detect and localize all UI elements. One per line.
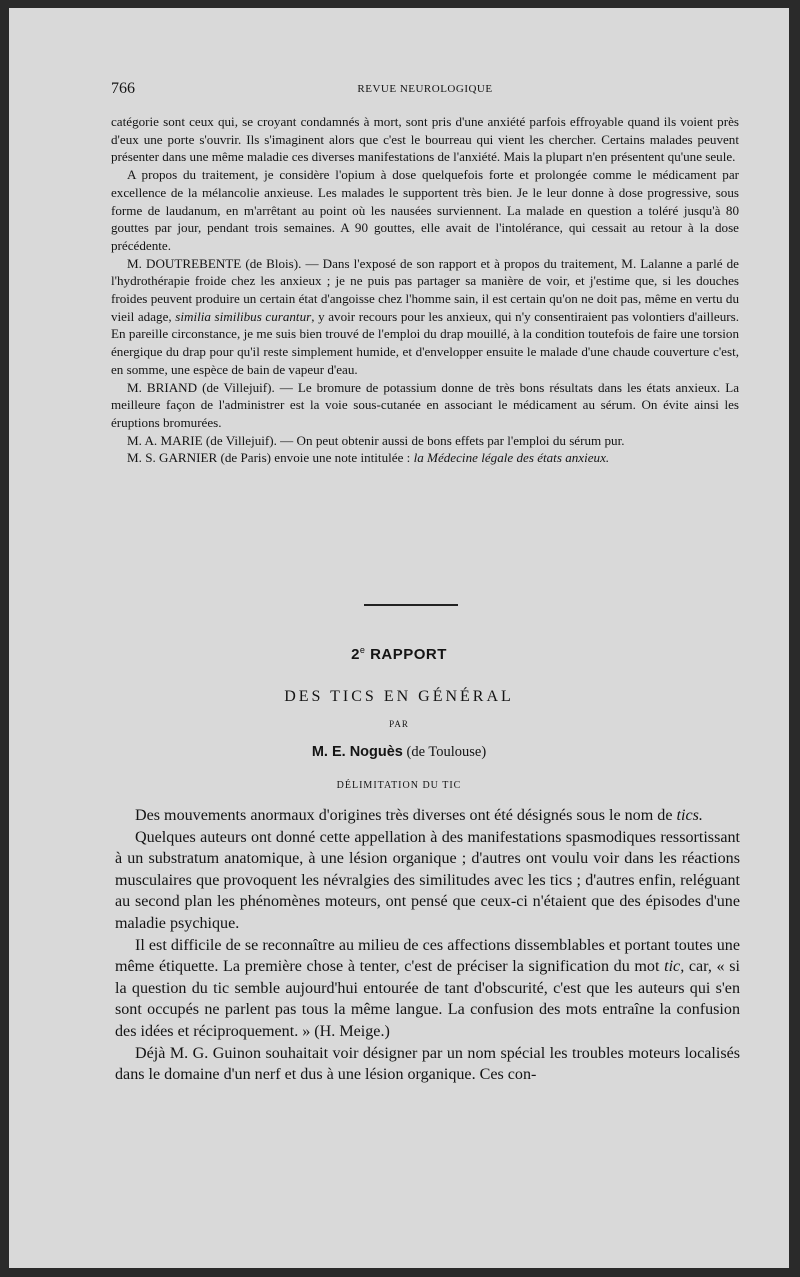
paragraph: Déjà M. G. Guinon souhaitait voir désigner par un nom spécial les troubles moteurs localisés dans le domaine d'un nerf et dus à une lésion organique. Ces con-	[115, 1044, 740, 1084]
page-number: 766	[111, 80, 135, 97]
paragraph	[111, 449, 739, 467]
paragraph-text: M. DOUTREBENTE (de Blois). — Dans l'exposé de son rapport et à propos du traitement, M. Lalanne a parlé de l'hydrothérapie froide chez les anxieux ; je ne puis pas partager sa manière de voir, et j'estime que, si les douches froides peuvent produire un certain état d'angoisse chez l'homme sain, il est certain qu'on ne doit pas, même en vertu du vieil adage,	[111, 255, 739, 324]
note-title: la Médecine légale des états anxieux.	[413, 450, 610, 466]
section-heading: DÉLIMITATION DU TIC	[336, 780, 462, 791]
author-place: (de Toulouse)	[406, 744, 487, 760]
latin-adage: similia similibus curantur	[175, 308, 312, 324]
paragraph: Des mouvements anormaux d'origines très diverses ont été désignés sous le nom de tics.	[135, 807, 703, 824]
report-body	[115, 805, 740, 1086]
byline-par: PAR	[389, 719, 409, 729]
book-page	[9, 8, 789, 1268]
term-tic: tic,	[664, 958, 685, 976]
journal-title: REVUE NEUROLOGIQUE	[357, 83, 493, 95]
report-title: DES TICS EN GÉNÉRAL	[284, 688, 514, 705]
paragraph: M. BRIAND (de Villejuif). — Le bromure de potassium donne de très bons résultats dans les états anxieux. La meilleure façon de l'administrer est la voie sous-cutanée en associant le médicament au sérum. On évite ainsi les éruptions bromurées.	[111, 379, 739, 430]
report-number: 2e RAPPORT	[351, 645, 447, 663]
paragraph-text: M. S. GARNIER (de Paris) envoie une note intitulée :	[127, 450, 411, 466]
term-tics: tics.	[676, 807, 703, 824]
paragraph: A propos du traitement, je considère l'opium à dose quelquefois forte et prolongée comme le médicament par excellence de la mélancolie anxieuse. Les malades le supportent très bien. Je le leur donne à dose progressive, sous forme de laudanum, en m'arrêtant au point où les nausées surviennent. La malade en question a toléré jusqu'à 80 gouttes par jour, pendant trois semaines. A 90 gouttes, elle avait de l'intolérance, qui cessait au retour à la dose précédente.	[111, 167, 739, 253]
paragraph	[111, 255, 739, 379]
running-header	[111, 80, 739, 100]
author	[9, 744, 789, 761]
paragraph: Il est difficile de se reconnaître au milieu de ces affections dissemblables et portant toutes une même étiquette. La première chose à tenter, c'est de préciser la signification du mot tic, car, « si la question du tic semble aujourd'hui entourée de tant d'obscurité, c'est que les auteurs qui s'en sont occupés ne parlent pas tous la même langue. La confusion des mots entraîne la confusion des idées et réciproquement. » (H. Meige.)	[115, 936, 740, 1040]
discussion-section	[111, 113, 739, 467]
paragraph: catégorie sont ceux qui, se croyant condamnés à mort, sont pris d'une anxiété parfois effroyable quand ils voient près d'eux une porte s'ouvrir. Ils s'imaginent alors que c'est le bourreau qui vient les chercher. Certains malades peuvent présenter dans une même maladie ces diverses manifestations de l'anxiété. Mais la plupart n'en présentent qu'une seule.	[111, 114, 739, 165]
paragraph: M. A. MARIE (de Villejuif). — On peut obtenir aussi de bons effets par l'emploi du sérum pur.	[127, 432, 625, 448]
paragraph-text: , y avoir recours pour les anxieux, qui n'y consentiraient pas volontiers d'ailleurs. En pareille circonstance, je me suis bien trouvé de l'emploi du drap mouillé, à la condition toutefois de faire une torsion énergique du drap pour qu'il reste simplement humide, et d'envelopper ensuite le malade d'une chaude couverture c'est, en somme, une espèce de bain de vapeur d'eau.	[111, 308, 739, 377]
section-divider	[364, 604, 458, 606]
author-name: M. E. Noguès	[311, 744, 403, 760]
paragraph: Quelques auteurs ont donné cette appellation à des manifestations spasmodiques ressortissant à un substratum anatomique, à une lésion organique ; d'autres ont voulu voir dans les réactions musculaires que provoquent les névralgies des similitudes avec les tics ; d'autres enfin, reléguant au second plan les phénomènes moteurs, ont pensé que ceux-ci n'étaient que des épisodes d'une maladie psychique.	[115, 828, 740, 932]
